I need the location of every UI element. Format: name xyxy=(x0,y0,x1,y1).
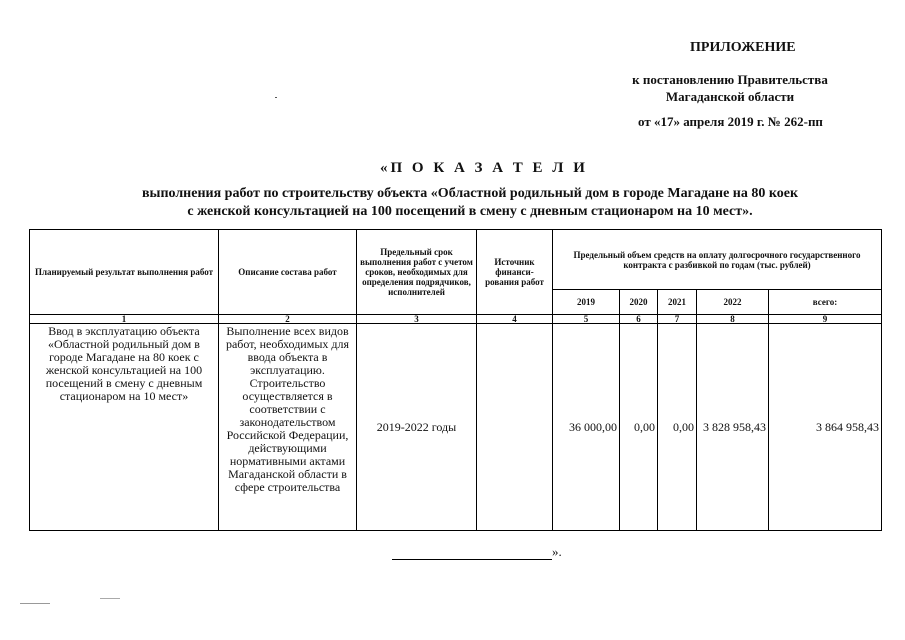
closing-quote: ». xyxy=(552,544,562,559)
cell-planned-result: Ввод в эксплуатацию объекта «Областной родильный дом в городе Магадане на 80 коек с женской консультацией на 100 посещений в смену с дневным стационаром на 10 мест» xyxy=(30,324,219,531)
appendix-label: ПРИЛОЖЕНИЕ xyxy=(690,40,796,55)
header-planned-result: Планируемый результат выполнения работ xyxy=(30,230,219,315)
col-number: 5 xyxy=(553,315,620,324)
header-funding-volume: Предельный объем средств на оплату долгосрочного государственного контракта с разбивкой по годам (тыс. рублей) xyxy=(553,230,882,290)
header-year-2021: 2021 xyxy=(658,290,697,315)
cell-value-2021: 0,00 xyxy=(658,324,697,531)
cell-value-total: 3 864 958,43 xyxy=(769,324,882,531)
decree-reference: от «17» апреля 2019 г. № 262-пп xyxy=(638,114,823,129)
decree-line1: к постановлению Правительства xyxy=(632,72,828,87)
col-number: 9 xyxy=(769,315,882,324)
cell-work-description: Выполнение всех видов работ, необходимых для ввода объекта в эксплуатацию. Строительство осуществляется в соответствии с законодательством Российской Федерации, действующими нормативными актами Магаданской области в сфере строительства xyxy=(219,324,357,531)
col-number: 4 xyxy=(477,315,553,324)
header-year-2020: 2020 xyxy=(620,290,658,315)
cell-value-2022: 3 828 958,43 xyxy=(697,324,769,531)
header-total: всего: xyxy=(769,290,882,315)
cell-funding-source xyxy=(477,324,553,531)
col-number: 3 xyxy=(357,315,477,324)
col-number: 6 xyxy=(620,315,658,324)
subtitle-line2: с женской консультацией на 100 посещений в смену с дневным стационаром на 10 мест». xyxy=(187,204,753,219)
cell-value-2020: 0,00 xyxy=(620,324,658,531)
header-year-2019: 2019 xyxy=(553,290,620,315)
cell-deadline: 2019-2022 годы xyxy=(357,324,477,531)
signature-line xyxy=(392,547,552,560)
document-subtitle xyxy=(100,185,840,221)
col-number: 7 xyxy=(658,315,697,324)
header-deadline: Предельный срок выполнения работ с учетом сроков, необходимых для определения подрядчиков, исполнителей xyxy=(357,230,477,315)
header-work-description: Описание состава работ xyxy=(219,230,357,315)
decree-caption xyxy=(600,71,860,105)
scan-speck xyxy=(275,97,277,98)
table-row xyxy=(30,324,882,531)
column-number-row xyxy=(30,315,882,324)
closing-mark xyxy=(392,544,562,560)
header-row-1 xyxy=(30,230,882,290)
document-title: «П О К А З А Т Е Л И xyxy=(380,160,588,176)
col-number: 1 xyxy=(30,315,219,324)
cell-value-2019: 36 000,00 xyxy=(553,324,620,531)
header-year-2022: 2022 xyxy=(697,290,769,315)
decree-line2: Магаданской области xyxy=(665,89,795,104)
scan-speck xyxy=(100,598,120,599)
col-number: 8 xyxy=(697,315,769,324)
col-number: 2 xyxy=(219,315,357,324)
header-funding-source: Источник финанси-рования работ xyxy=(477,230,553,315)
subtitle-line1: выполнения работ по строительству объекта «Областной родильный дом в городе Магадане на 80 коек xyxy=(141,186,799,201)
indicators-table xyxy=(29,229,882,531)
scan-speck xyxy=(20,603,50,604)
